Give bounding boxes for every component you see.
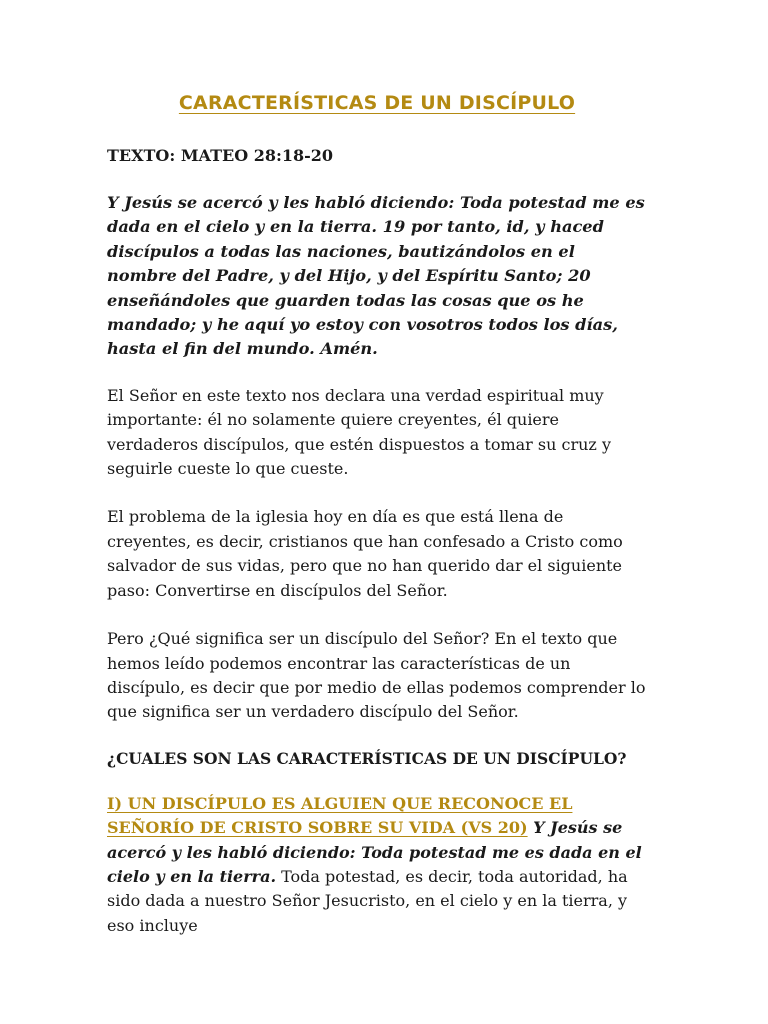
point-1-body: Toda potestad, es decir, toda autoridad, ha sido dada a nuestro Señor Jesucristo, en el cielo y en la tierra, y eso incluye <box>107 866 628 935</box>
point-1 <box>107 792 647 938</box>
point-1-quote: Y Jesús se acercó y les habló diciendo: Toda potestad me es dada en el cielo y en la tierra. <box>107 818 642 886</box>
scripture-quote: Y Jesús se acercó y les habló diciendo: Toda potestad me es dada en el cielo y en la tierra. 19 por tanto, id, y haced discípulos a todas las naciones, bautizándolos en el nombre del Padre, y del Hijo, y del Espíritu Santo; 20 enseñándoles que guarden todas las cosas que os he mandado; y he aquí yo estoy con vosotros todos los días, hasta el fin del mundo. Amén. <box>107 193 645 359</box>
point-1-heading[interactable]: I) UN DISCÍPULO ES ALGUIEN QUE RECONOCE EL SEÑORÍO DE CRISTO SOBRE SU VIDA (VS 20) <box>107 793 573 838</box>
section-question: ¿CUALES SON LAS CARACTERÍSTICAS DE UN DISCÍPULO? <box>107 748 627 768</box>
paragraph-3: Pero ¿Qué significa ser un discípulo del Señor? En el texto que hemos leído podemos encontrar las características de un discípulo, es decir que por medio de ellas podemos comprender lo que significa ser un verdadero discípulo del Señor. <box>107 629 646 722</box>
paragraph-2: El problema de la iglesia hoy en día es que está llena de creyentes, es decir, cristianos que han confesado a Cristo como salvador de sus vidas, pero que no han querido dar el siguiente paso: Convertirse en discípulos del Señor. <box>107 507 623 600</box>
scripture-reference: TEXTO: MATEO 28:18-20 <box>107 146 334 165</box>
paragraph-1: El Señor en este texto nos declara una verdad espiritual muy importante: él no solamente quiere creyentes, él quiere verdaderos discípulos, que estén dispuestos a tomar su cruz y seguirle cueste lo que cueste. <box>107 385 611 479</box>
document-title: CARACTERÍSTICAS DE UN DISCÍPULO <box>178 92 576 114</box>
document-page <box>107 92 647 938</box>
